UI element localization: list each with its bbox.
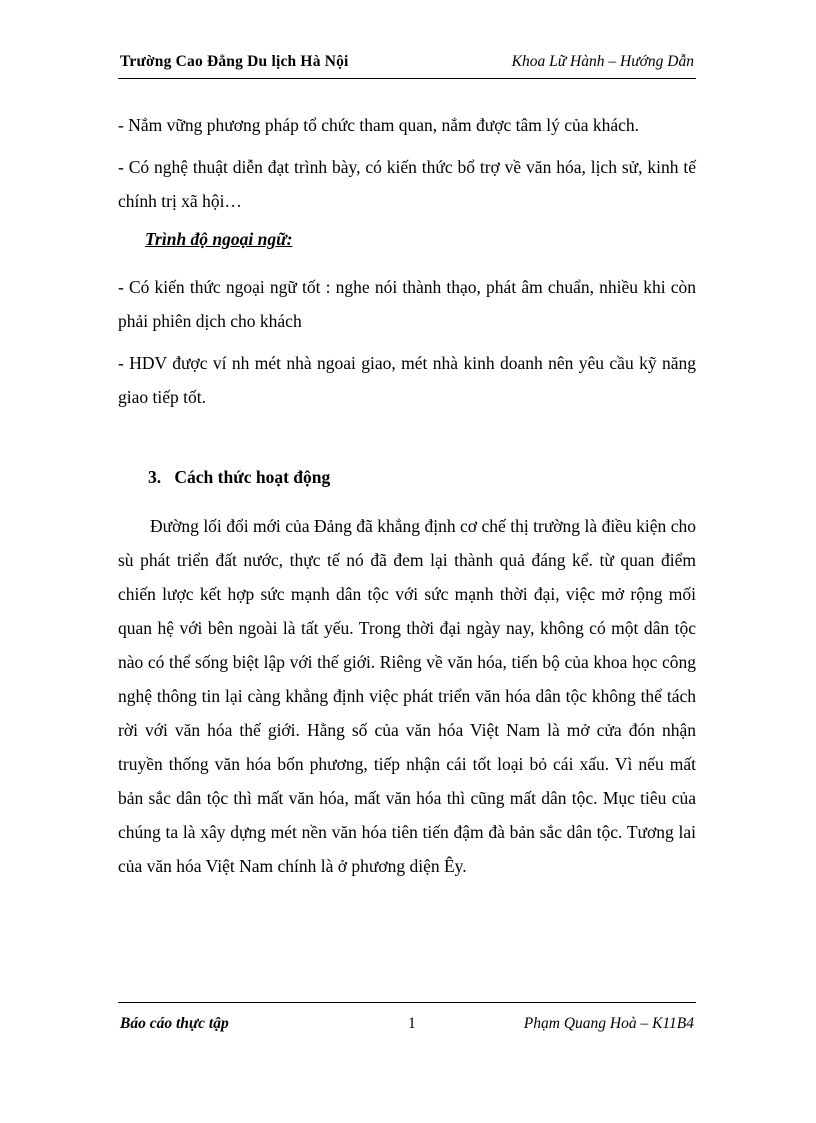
section-heading	[148, 467, 330, 488]
page-footer	[118, 1002, 696, 1043]
paragraph-communication-skill: - HDV được ví nh mét nhà ngoai giao, mét nhà kinh doanh nên yêu cầu kỹ năng giao tiếp tốt.	[118, 353, 696, 407]
footer-page-number: 1	[408, 1015, 416, 1032]
body-paragraph: Đường lối đổi mới của Đảng đã khẳng định cơ chế thị trường là điều kiện cho sù phát triển đất nước, thực tế nó đã đem lại thành quả đáng kể. từ quan điểm chiến lược kết hợp sức mạnh dân tộc với sức mạnh thời đại, việc mở rộng mối quan hệ với bên ngoài là tất yếu. Trong thời đại ngày nay, không có một dân tộc nào có thể sống biệt lập với thế giới. Riêng về văn hóa, tiến bộ của khoa học công nghệ thông tin lại càng khẳng định việc phát triển văn hóa dân tộc không thể tách rời với văn hóa thế giới. Hằng số của văn hóa Việt Nam là mở cửa đón nhận truyền thống văn hóa bốn phương, tiếp nhận cái tốt loại bỏ cái xấu. Vì nếu mất bản sắc dân tộc thì mất văn hóa, mất văn hóa thì cũng mất dân tộc. Mục tiêu của chúng ta là xây dựng mét nền văn hóa tiên tiến đậm đà bản sắc dân tộc. Tương lai của văn hóa Việt Nam chính là ở phương diện Êy.	[118, 516, 696, 876]
header-department: Khoa Lữ Hành – Hướng Dẫn	[511, 53, 694, 70]
footer-report-label: Báo cáo thực tập	[120, 1015, 229, 1032]
paragraph-presentation-skill: - Có nghệ thuật diễn đạt trình bày, có kiến thức bổ trợ về văn hóa, lịch sử, kinh tế chính trị xã hội…	[118, 157, 696, 211]
page-header	[118, 52, 696, 79]
paragraph-group-language	[118, 270, 696, 422]
paragraph-language-skill: - Có kiến thức ngoại ngữ tốt : nghe nói thành thạo, phát âm chuẩn, nhiều khi còn phải phiên dịch cho khách	[118, 277, 696, 331]
header-school-name: Trường Cao Đẳng Du lịch Hà Nội	[120, 53, 349, 70]
section-title: Cách thức hoạt động	[174, 467, 331, 487]
subheading-foreign-language: Trình độ ngoại ngữ:	[145, 229, 293, 249]
section-number: 3.	[148, 467, 162, 487]
paragraph-tour-method: - Nắm vững phương pháp tổ chức tham quan, nắm được tâm lý của khách.	[118, 115, 640, 135]
footer-author: Phạm Quang Hoà – K11B4	[523, 1015, 694, 1032]
body-paragraph-container	[118, 509, 696, 883]
paragraph-group-skills	[118, 108, 696, 226]
